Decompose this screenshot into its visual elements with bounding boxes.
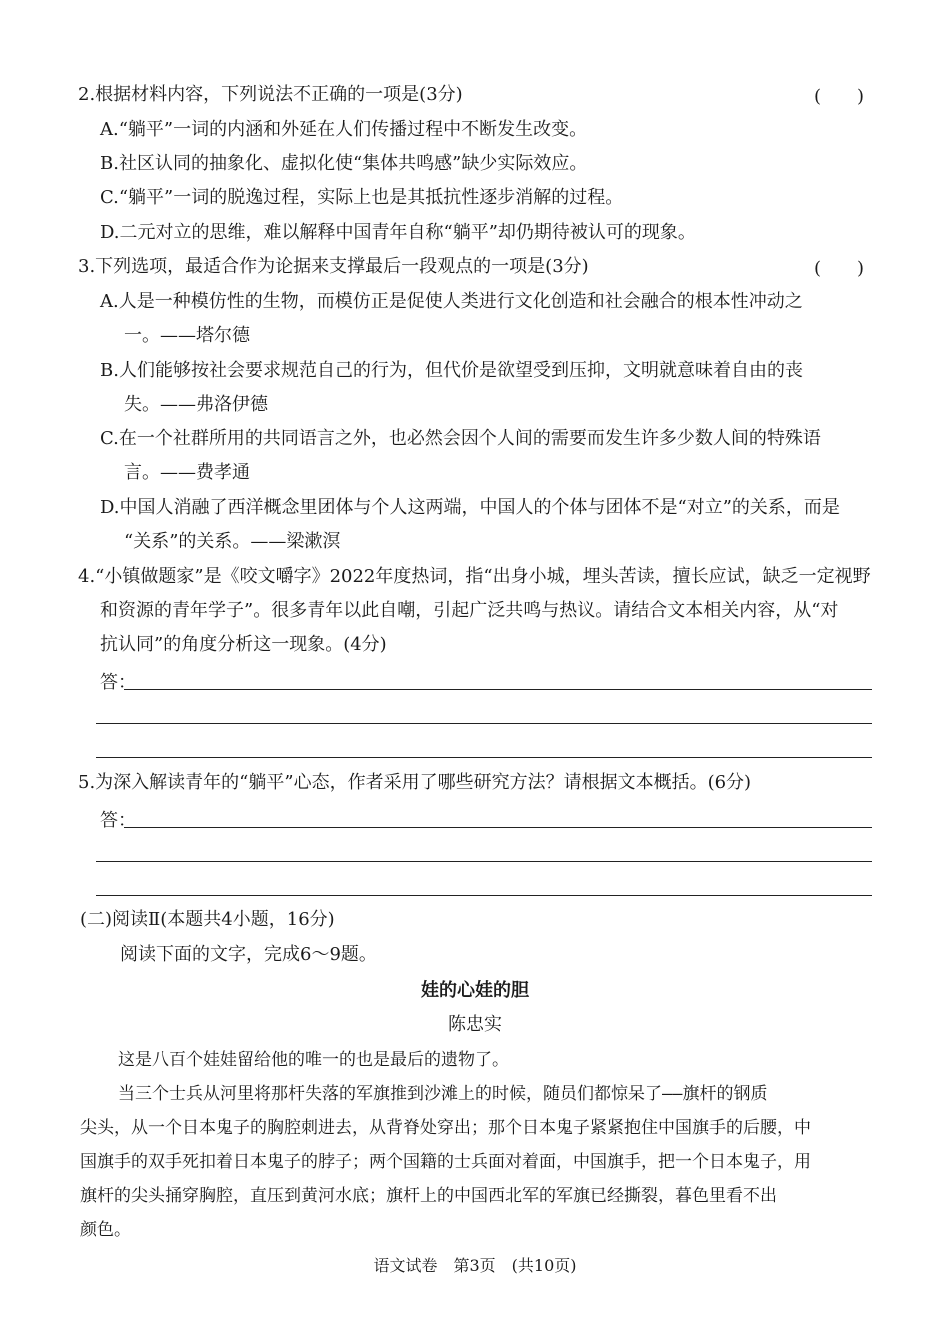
story-title: 娃的心娃的胆	[421, 980, 529, 1001]
story-line: 这是八百个娃娃留给他的唯一的也是最后的遗物了。	[118, 1050, 509, 1070]
page-footer: 语文试卷 第3页 (共10页)	[373, 1256, 577, 1275]
q4-answer-line[interactable]	[96, 723, 872, 724]
q3-option-b: B.人们能够按社会要求规范自己的行为，但代价是欲望受到压抑，文明就意味着自由的丧	[100, 360, 803, 381]
q3-option-c: C.在一个社群所用的共同语言之外，也必然会因个人间的需要而发生许多少数人间的特殊语	[100, 428, 821, 449]
q2-option-d: D.二元对立的思维，难以解释中国青年自称“躺平”却仍期待被认可的现象。	[100, 222, 696, 243]
story-line: 旗杆的尖头捅穿胸腔，直压到黄河水底；旗杆上的中国西北军的军旗已经撕裂，暮色里看不出	[80, 1186, 777, 1206]
q3-option-c-cont: 言。——费孝通	[124, 462, 250, 483]
q5-answer-label: 答：	[100, 810, 136, 831]
q2-option-b: B.社区认同的抽象化、虚拟化使“集体共鸣感”缺少实际效应。	[100, 153, 588, 174]
q4-answer-label: 答：	[100, 672, 136, 693]
q3-answer-bracket[interactable]: ( )	[814, 258, 865, 279]
section-instruction: 阅读下面的文字，完成6～9题。	[120, 944, 377, 965]
q3-option-d: D.中国人消融了西洋概念里团体与个人这两端，中国人的个体与团体不是“对立”的关系，而是	[100, 497, 840, 518]
story-line: 颜色。	[80, 1220, 131, 1240]
q4-stem-line-1: 4.“小镇做题家”是《咬文嚼字》2022年度热词，指“出身小城，埋头苦读，擅长应试，缺乏一定视野	[78, 566, 871, 587]
q5-stem: 5.为深入解读青年的“躺平”心态，作者采用了哪些研究方法？请根据文本概括。(6分)	[78, 772, 752, 793]
story-line: 当三个士兵从河里将那杆失落的军旗推到沙滩上的时候，随员们都惊呆了——旗杆的钢质	[118, 1084, 768, 1104]
q5-answer-line[interactable]	[96, 895, 872, 896]
story-line: 国旗手的双手死扣着日本鬼子的脖子；两个国籍的士兵面对着面，中国旗手，把一个日本鬼子，用	[80, 1152, 811, 1172]
section-heading: (二)阅读Ⅱ(本题共4小题，16分)	[80, 909, 335, 930]
q4-stem-line-2: 和资源的青年学子”。很多青年以此自嘲，引起广泛共鸣与热议。请结合文本相关内容，从“对	[100, 600, 839, 621]
q2-option-c: C.“躺平”一词的脱逸过程，实际上也是其抵抗性逐步消解的过程。	[100, 187, 624, 208]
q3-option-a: A.人是一种模仿性的生物，而模仿正是促使人类进行文化创造和社会融合的根本性冲动之	[100, 291, 803, 312]
q3-stem: 3.下列选项，最适合作为论据来支撑最后一段观点的一项是(3分)	[78, 256, 589, 277]
q2-option-a: A.“躺平”一词的内涵和外延在人们传播过程中不断发生改变。	[100, 119, 588, 140]
q5-answer-line[interactable]	[96, 861, 872, 862]
q2-answer-bracket[interactable]: ( )	[814, 86, 865, 107]
q2-stem: 2.根据材料内容，下列说法不正确的一项是(3分)	[78, 84, 463, 105]
story-author: 陈忠实	[448, 1014, 502, 1035]
q4-answer-line[interactable]	[96, 757, 872, 758]
story-line: 尖头，从一个日本鬼子的胸腔刺进去，从背脊处穿出；那个日本鬼子紧紧抱住中国旗手的后腰，中	[80, 1118, 811, 1138]
q5-answer-line[interactable]	[124, 827, 872, 828]
q4-stem-line-3: 抗认同”的角度分析这一现象。(4分)	[100, 634, 387, 655]
q3-option-a-cont: 一。——塔尔德	[124, 325, 250, 346]
q3-option-b-cont: 失。——弗洛伊德	[124, 394, 268, 415]
q4-answer-line[interactable]	[124, 689, 872, 690]
q3-option-d-cont: “关系”的关系。——梁漱溟	[124, 531, 341, 552]
